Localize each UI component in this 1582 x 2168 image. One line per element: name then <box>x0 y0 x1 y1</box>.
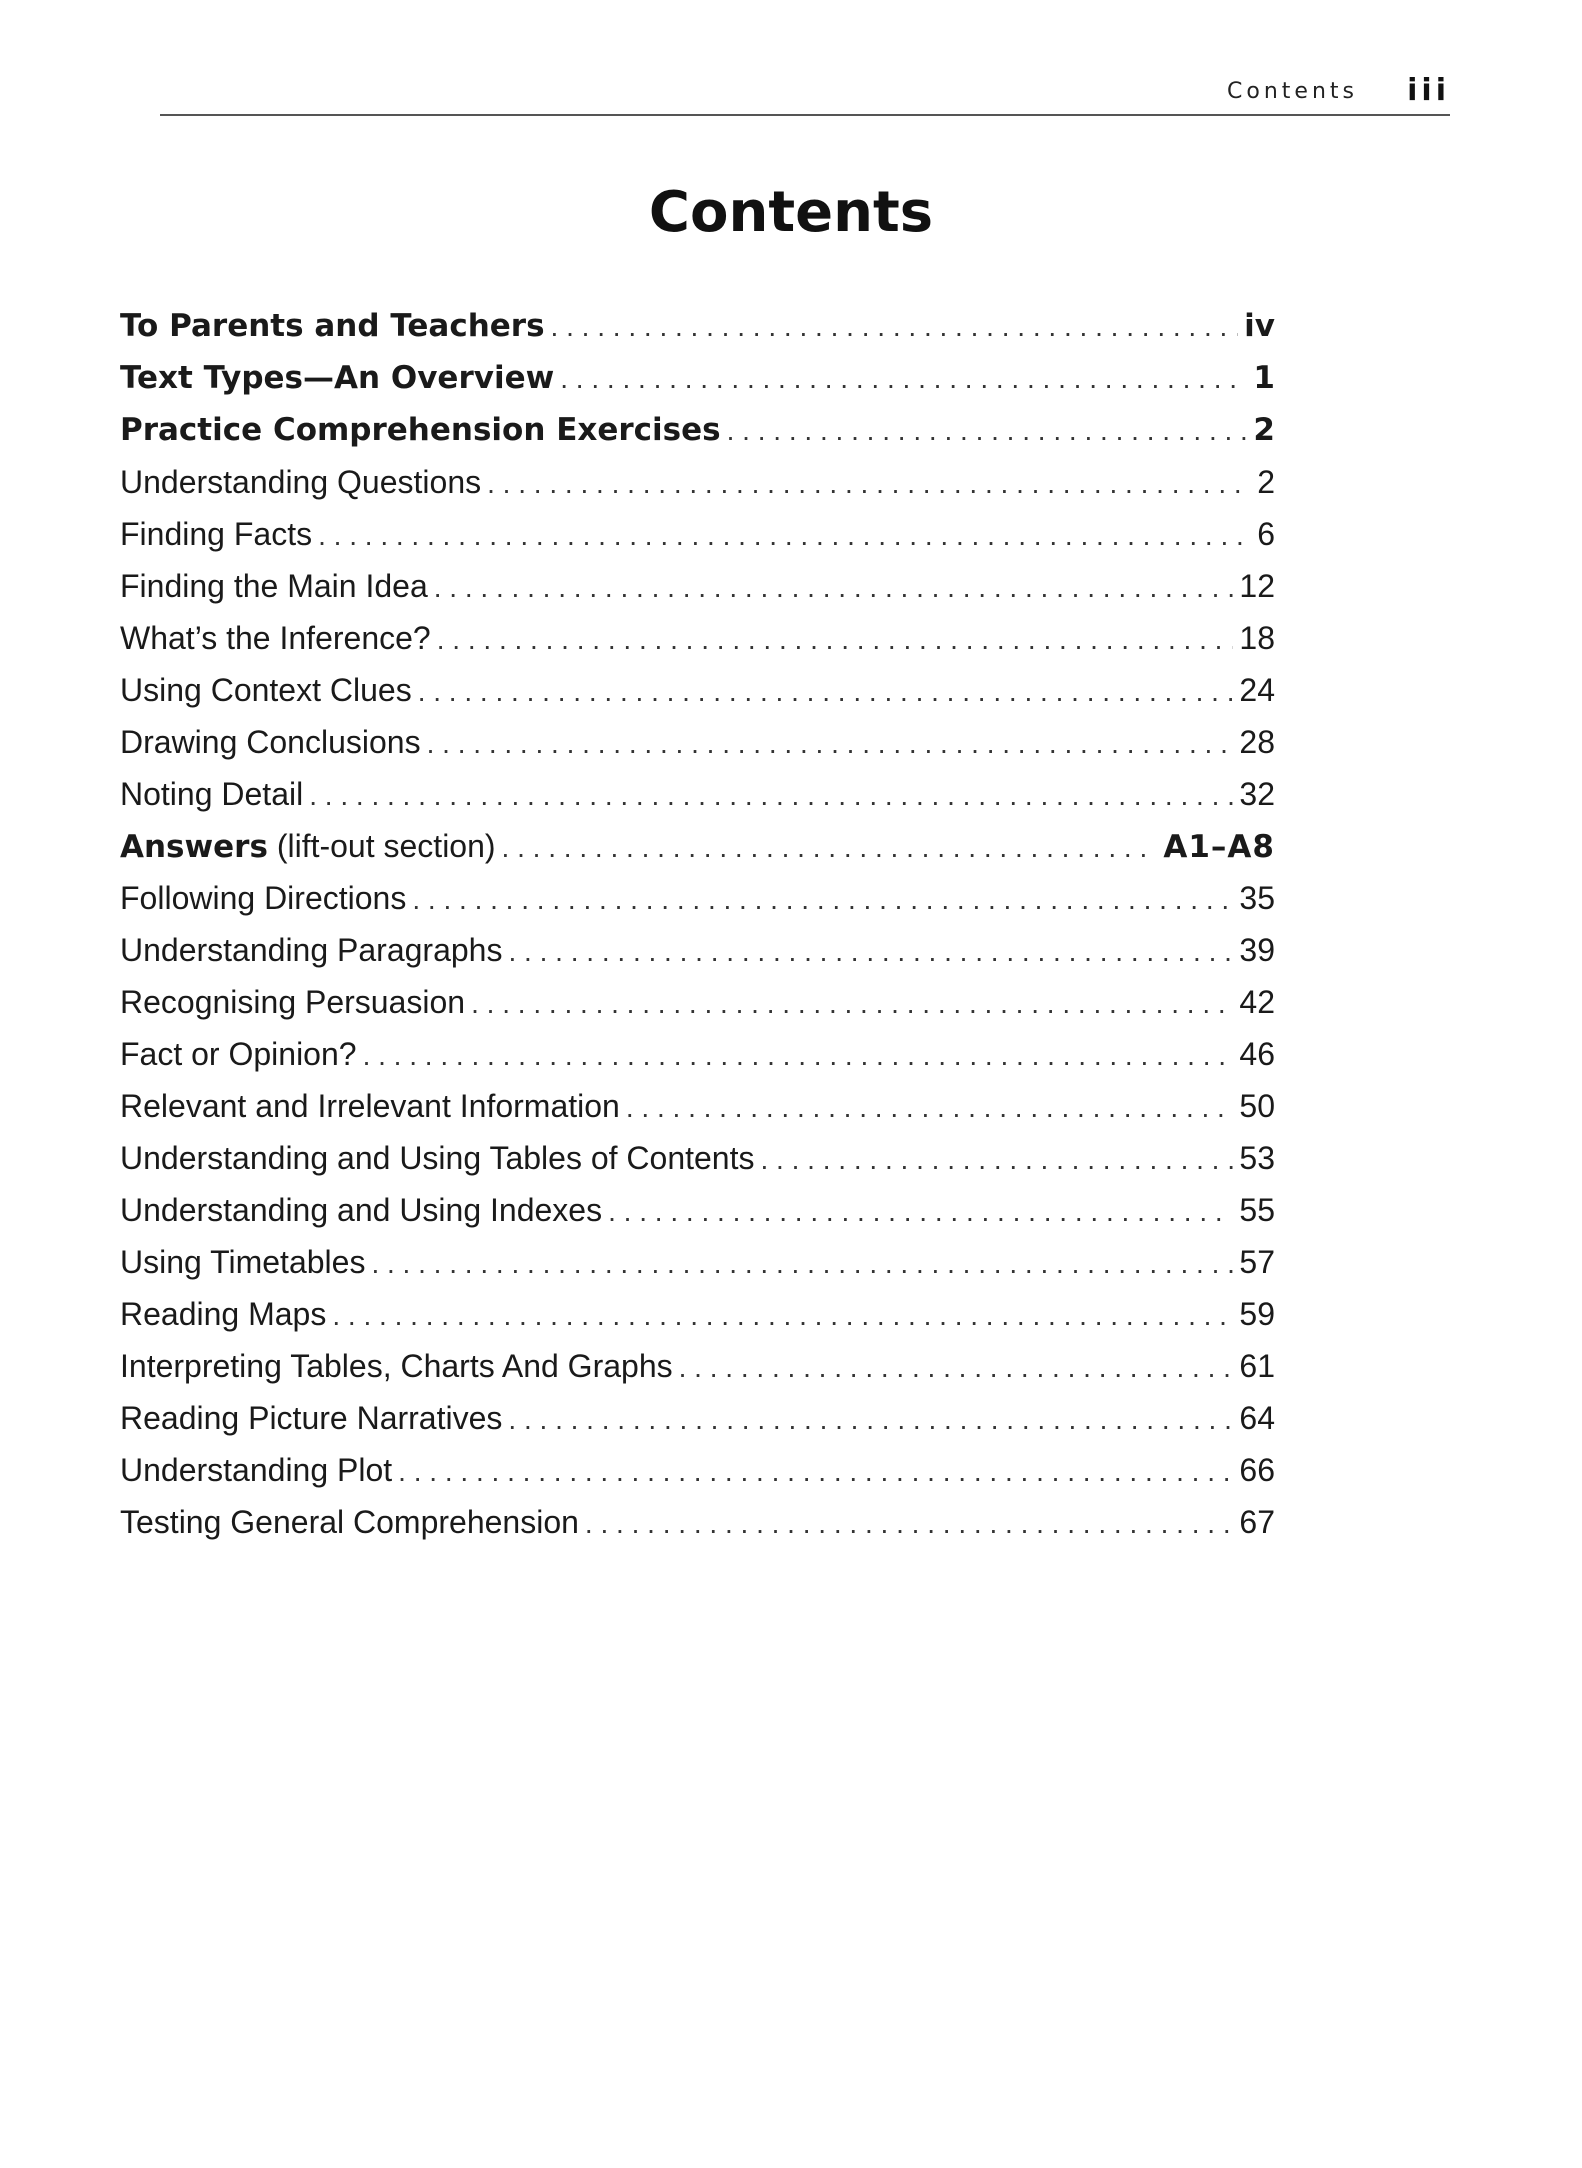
running-title: Contents <box>1227 79 1358 104</box>
toc-entry-page: 32 <box>1239 776 1275 812</box>
toc-entry-label: To Parents and Teachers <box>120 308 545 344</box>
toc-entry-label-strong: Answers <box>120 829 268 865</box>
toc-entry-relevant-and-irrelevant-information[interactable] <box>120 1088 1275 1140</box>
toc-entry-label: Using Timetables <box>120 1244 366 1280</box>
toc-entry-page: 53 <box>1239 1140 1275 1176</box>
toc-entry-answers[interactable] <box>120 828 1275 880</box>
table-of-contents <box>120 308 1275 1556</box>
toc-entry-label: Reading Picture Narratives <box>120 1400 503 1436</box>
toc-entry-understanding-plot[interactable] <box>120 1452 1275 1504</box>
toc-entry-label: Practice Comprehension Exercises <box>120 412 721 448</box>
toc-entry-fact-or-opinion[interactable] <box>120 1036 1275 1088</box>
toc-entry-following-directions[interactable] <box>120 880 1275 932</box>
toc-entry-label: Understanding Questions <box>120 464 482 500</box>
dot-leader <box>363 1040 1234 1072</box>
toc-entry-finding-facts[interactable] <box>120 516 1275 568</box>
dot-leader <box>508 936 1233 968</box>
toc-entry-label: Understanding Plot <box>120 1452 393 1488</box>
dot-leader <box>560 363 1247 395</box>
toc-entry-text-types[interactable] <box>120 360 1275 412</box>
toc-entry-label: Testing General Comprehension <box>120 1504 579 1540</box>
toc-entry-label: Recognising Persuasion <box>120 984 466 1020</box>
dot-leader <box>332 1300 1233 1332</box>
toc-entry-understanding-paragraphs[interactable] <box>120 932 1275 984</box>
dot-leader <box>437 624 1234 656</box>
toc-entry-page: 46 <box>1239 1036 1275 1072</box>
toc-entry-page: iv <box>1244 308 1275 344</box>
toc-entry-page: 64 <box>1239 1400 1275 1436</box>
toc-entry-label: Text Types—An Overview <box>120 360 555 396</box>
toc-entry-to-parents-and-teachers[interactable] <box>120 308 1275 360</box>
dot-leader <box>371 1248 1233 1280</box>
dot-leader <box>309 780 1233 812</box>
toc-entry-page: 42 <box>1239 984 1275 1020</box>
toc-entry-label: Finding Facts <box>120 516 313 552</box>
toc-entry-label: Fact or Opinion? <box>120 1036 357 1072</box>
toc-entry-label: Interpreting Tables, Charts And Graphs <box>120 1348 673 1384</box>
toc-entry-page: 18 <box>1239 620 1275 656</box>
dot-leader <box>418 676 1234 708</box>
toc-entry-recognising-persuasion[interactable] <box>120 984 1275 1036</box>
dot-leader <box>398 1456 1233 1488</box>
page-title: Contents <box>648 180 934 245</box>
dot-leader <box>679 1352 1234 1384</box>
toc-entry-page: 2 <box>1253 412 1275 448</box>
toc-entry-finding-the-main-idea[interactable] <box>120 568 1275 620</box>
toc-entry-page: 2 <box>1257 464 1275 500</box>
toc-entry-note: (lift-out section) <box>276 828 496 864</box>
toc-entry-label <box>120 828 496 865</box>
toc-entry-label: Drawing Conclusions <box>120 724 421 760</box>
dot-leader <box>502 832 1158 864</box>
dot-leader <box>551 311 1239 343</box>
dot-leader <box>508 1404 1233 1436</box>
toc-entry-label: Understanding and Using Indexes <box>120 1192 603 1228</box>
toc-entry-label: Finding the Main Idea <box>120 568 428 604</box>
toc-entry-page: 35 <box>1239 880 1275 916</box>
page-number: iii <box>1407 73 1450 108</box>
toc-entry-whats-the-inference[interactable] <box>120 620 1275 672</box>
toc-entry-tables-of-contents[interactable] <box>120 1140 1275 1192</box>
toc-entry-indexes[interactable] <box>120 1192 1275 1244</box>
toc-entry-page: 28 <box>1239 724 1275 760</box>
dot-leader <box>427 728 1234 760</box>
toc-entry-using-timetables[interactable] <box>120 1244 1275 1296</box>
toc-entry-page: 12 <box>1239 568 1275 604</box>
toc-entry-label: Using Context Clues <box>120 672 412 708</box>
dot-leader <box>318 520 1251 552</box>
dot-leader <box>487 468 1251 500</box>
toc-entry-label: Following Directions <box>120 880 407 916</box>
dot-leader <box>471 988 1233 1020</box>
toc-entry-page: 55 <box>1239 1192 1275 1228</box>
toc-entry-practice-comprehension-exercises[interactable] <box>120 412 1275 464</box>
toc-entry-page: A1–A8 <box>1163 829 1275 865</box>
toc-entry-testing-general-comprehension[interactable] <box>120 1504 1275 1556</box>
dot-leader <box>608 1196 1233 1228</box>
toc-entry-label: Relevant and Irrelevant Information <box>120 1088 620 1124</box>
toc-entry-using-context-clues[interactable] <box>120 672 1275 724</box>
toc-entry-interpreting-tables-charts-graphs[interactable] <box>120 1348 1275 1400</box>
toc-entry-reading-picture-narratives[interactable] <box>120 1400 1275 1452</box>
toc-entry-page: 39 <box>1239 932 1275 968</box>
toc-entry-page: 57 <box>1239 1244 1275 1280</box>
dot-leader <box>626 1092 1234 1124</box>
toc-entry-page: 59 <box>1239 1296 1275 1332</box>
toc-entry-page: 1 <box>1253 360 1275 396</box>
toc-entry-label: What’s the Inference? <box>120 620 431 656</box>
toc-entry-label: Noting Detail <box>120 776 304 812</box>
toc-entry-page: 24 <box>1239 672 1275 708</box>
running-header <box>160 70 1450 116</box>
toc-entry-reading-maps[interactable] <box>120 1296 1275 1348</box>
toc-entry-page: 6 <box>1257 516 1275 552</box>
toc-entry-drawing-conclusions[interactable] <box>120 724 1275 776</box>
toc-entry-page: 67 <box>1239 1504 1275 1540</box>
dot-leader <box>434 572 1234 604</box>
toc-entry-noting-detail[interactable] <box>120 776 1275 828</box>
toc-entry-page: 66 <box>1239 1452 1275 1488</box>
dot-leader <box>412 884 1233 916</box>
toc-entry-label: Understanding and Using Tables of Contents <box>120 1140 755 1176</box>
toc-entry-understanding-questions[interactable] <box>120 464 1275 516</box>
toc-entry-page: 61 <box>1239 1348 1275 1384</box>
dot-leader <box>585 1508 1233 1540</box>
dot-leader <box>727 415 1248 447</box>
dot-leader <box>760 1144 1233 1176</box>
toc-entry-label: Reading Maps <box>120 1296 327 1332</box>
toc-entry-page: 50 <box>1239 1088 1275 1124</box>
toc-entry-label: Understanding Paragraphs <box>120 932 503 968</box>
